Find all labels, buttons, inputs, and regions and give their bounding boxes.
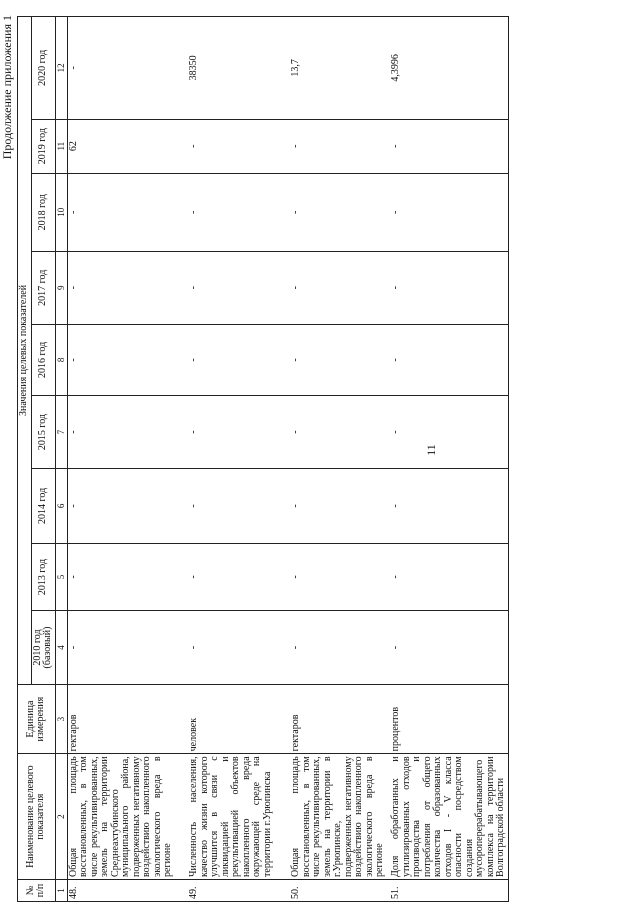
column-number: 9 xyxy=(55,251,67,324)
header-year: 2010 год (базовый) xyxy=(31,611,55,685)
continuation-label: Продолжение приложения 1 xyxy=(0,15,14,160)
header-year: 2014 год xyxy=(31,468,55,543)
row-value: - xyxy=(188,173,290,251)
row-num: 49. xyxy=(188,879,290,901)
row-value: - xyxy=(290,324,390,396)
row-num: 51. xyxy=(390,879,508,901)
row-value: - xyxy=(188,119,290,173)
row-value: 13,7 xyxy=(290,17,390,120)
row-value: - xyxy=(67,324,188,396)
row-value: - xyxy=(290,611,390,685)
row-value: - xyxy=(390,119,508,173)
row-value: - xyxy=(390,324,508,396)
column-number: 7 xyxy=(55,396,67,469)
row-num: 50. xyxy=(290,879,390,901)
row-value: 4,3996 xyxy=(390,17,508,120)
header-num: № п/п xyxy=(18,879,56,901)
header-year: 2013 год xyxy=(31,543,55,610)
row-value: - xyxy=(290,543,390,610)
column-number: 1 xyxy=(55,879,67,901)
row-value: - xyxy=(290,396,390,469)
row-value: - xyxy=(188,396,290,469)
row-name: Доля обработанных и утилизированных отходов производства и потребления от общего количества образованных отходов I - V класса опасности посредством создания мусороперерабатывающего комплекса на территории Волгоградской области xyxy=(390,754,508,880)
header-name: Наименование целевого показателя xyxy=(18,754,56,880)
row-value: - xyxy=(188,468,290,543)
row-value: - xyxy=(67,251,188,324)
row-value: - xyxy=(390,396,508,469)
row-value: - xyxy=(390,173,508,251)
column-number: 8 xyxy=(55,324,67,396)
column-number: 4 xyxy=(55,611,67,685)
row-value: - xyxy=(390,251,508,324)
column-number: 5 xyxy=(55,543,67,610)
row-value: 38350 xyxy=(188,17,290,120)
page-number: 11 xyxy=(424,444,438,456)
table-row xyxy=(290,17,390,902)
row-value: - xyxy=(390,468,508,543)
column-number: 2 xyxy=(55,754,67,880)
indicator-table xyxy=(17,16,509,902)
header-year: 2017 год xyxy=(31,251,55,324)
column-number-row xyxy=(55,17,67,902)
row-num: 48. xyxy=(67,879,188,901)
header-unit: Единица измерения xyxy=(18,684,56,753)
row-unit: процентов xyxy=(390,684,508,753)
row-unit: гектаров xyxy=(290,684,390,753)
row-name: Общая площадь восстановленных, в том числе рекультивированных, земель на территории в г.Урюпинске, подверженных негативному воздействию накопленного экологического вреда в регионе xyxy=(290,754,390,880)
row-value: - xyxy=(390,611,508,685)
table-row xyxy=(390,17,508,902)
header-year: 2019 год xyxy=(31,119,55,173)
row-value: 62 xyxy=(67,119,188,173)
column-number: 11 xyxy=(55,119,67,173)
row-unit: гектаров xyxy=(67,684,188,753)
column-number: 6 xyxy=(55,468,67,543)
table-row xyxy=(188,17,290,902)
row-value: - xyxy=(67,543,188,610)
row-value: - xyxy=(67,468,188,543)
row-value: - xyxy=(290,119,390,173)
table-row xyxy=(67,17,188,902)
row-value: - xyxy=(390,543,508,610)
header-year: 2016 год xyxy=(31,324,55,396)
row-name: Численность населения, качество жизни которого улучшится в связи с ликвидацией и рекультивацией объектов накопленного вреда окружающей среде на территории г.Урюпинска xyxy=(188,754,290,880)
row-value: - xyxy=(67,396,188,469)
row-value: - xyxy=(188,611,290,685)
row-value: - xyxy=(290,468,390,543)
row-value: - xyxy=(67,611,188,685)
row-name: Общая площадь восстановленных, в том числе рекультивированных, земель на территории Среднеахтубинского муниципального района, подверженных негативному воздействию накопленного экологического вреда в регионе xyxy=(67,754,188,880)
header-row-top xyxy=(18,17,32,902)
header-year: 2020 год xyxy=(31,17,55,120)
header-values-group: Значения целевых показателей xyxy=(18,17,32,685)
row-value: - xyxy=(67,17,188,120)
row-unit: человек xyxy=(188,684,290,753)
header-year: 2018 год xyxy=(31,173,55,251)
row-value: - xyxy=(290,251,390,324)
column-number: 3 xyxy=(55,684,67,753)
header-year: 2015 год xyxy=(31,396,55,469)
column-number: 12 xyxy=(55,17,67,120)
row-value: - xyxy=(188,543,290,610)
row-value: - xyxy=(290,173,390,251)
row-value: - xyxy=(188,324,290,396)
row-value: - xyxy=(188,251,290,324)
row-value: - xyxy=(67,173,188,251)
column-number: 10 xyxy=(55,173,67,251)
